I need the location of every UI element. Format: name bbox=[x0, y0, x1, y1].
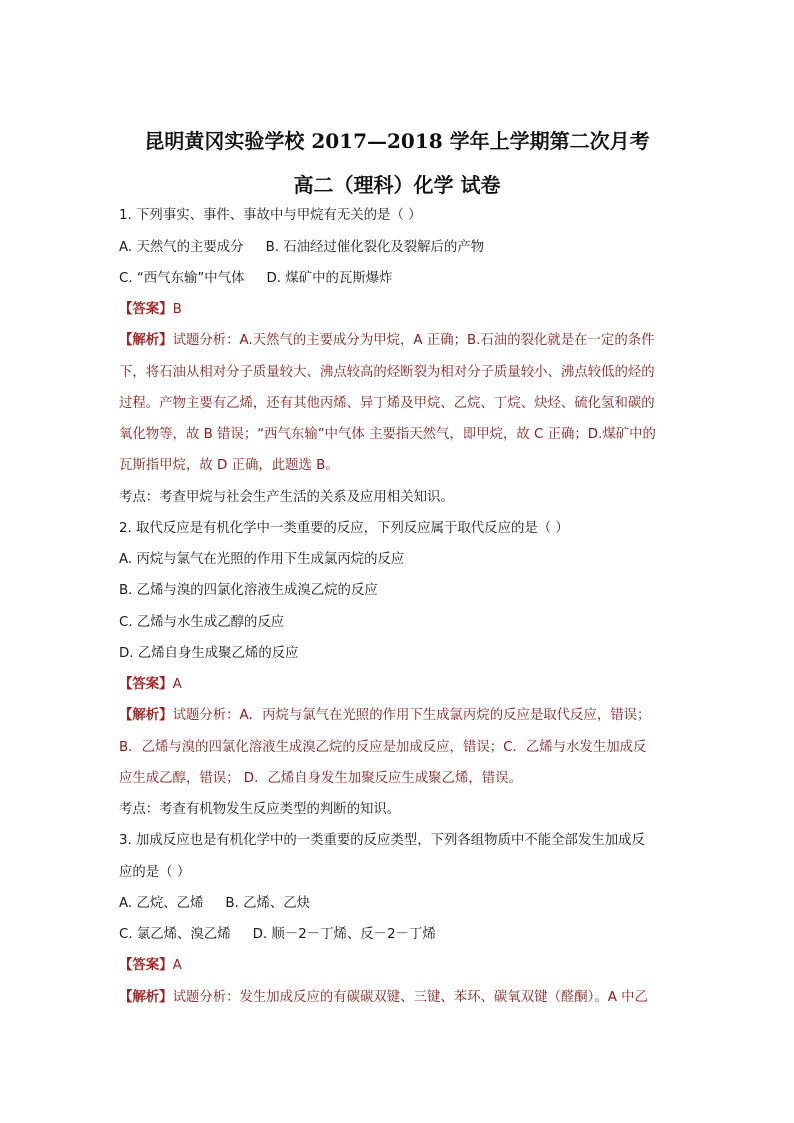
q1-analysis-line: 氧化物等，故 B 错误；“西气东输”中气体 主要指天然气，即甲烷，故 C 正确；D.煤矿中的 bbox=[119, 427, 656, 442]
q2-option-a: A. 丙烷与氯气在光照的作用下生成氯丙烷的反应 bbox=[119, 552, 405, 567]
q1-option-d: D. 煤矿中的瓦斯爆炸 bbox=[266, 271, 393, 286]
analysis-text: 试题分析：A.天然气的主要成分为甲烷，A 正确；B.石油的裂化就是在一定的条件 bbox=[172, 333, 655, 348]
q3-analysis-line bbox=[119, 989, 679, 1007]
q1-kaodian: 考点：考查甲烷与社会生产生活的关系及应用相关知识。 bbox=[119, 490, 454, 505]
answer-value: A bbox=[172, 677, 182, 692]
analysis-label: 【解析】 bbox=[119, 990, 173, 1005]
q3-options-ab bbox=[119, 895, 679, 913]
analysis-label: 【解析】 bbox=[119, 333, 173, 348]
q3-answer bbox=[119, 957, 679, 975]
q1-option-b: B. 石油经过催化裂化及裂解后的产物 bbox=[265, 240, 485, 255]
q3-option-c: C. 氯乙烯、溴乙烯 bbox=[119, 927, 231, 942]
q1-option-c: C. “西气东输”中气体 bbox=[119, 271, 245, 286]
q2-stem: 2. 取代反应是有机化学中一类重要的反应，下列反应属于取代反应的是（ ） bbox=[119, 521, 569, 536]
q1-analysis-line: 下，将石油从相对分子质量较大、沸点较高的烃断裂为相对分子质量较小、沸点较低的烃的 bbox=[119, 365, 655, 380]
answer-label: 【答案】 bbox=[119, 958, 173, 973]
q2-analysis-line: B．乙烯与溴的四氯化溶液生成溴乙烷的反应是加成反应，错误；C．乙烯与水发生加成反 bbox=[119, 740, 647, 755]
q3-options-cd bbox=[119, 926, 679, 944]
q3-stem: 3. 加成反应也是有机化学中的一类重要的反应类型，下列各组物质中不能全部发生加成反 bbox=[119, 833, 645, 848]
q1-answer bbox=[119, 301, 679, 319]
analysis-label: 【解析】 bbox=[119, 708, 173, 723]
q2-answer bbox=[119, 676, 679, 694]
answer-value: B bbox=[172, 302, 182, 317]
q2-analysis-line: 应生成乙醇，错误； D．乙烯自身发生加聚反应生成聚乙烯，错误。 bbox=[119, 771, 522, 786]
q3-stem-cont: 应的是（ ） bbox=[119, 865, 191, 880]
analysis-text: 试题分析：发生加成反应的有碳碳双键、三键、苯环、碳氧双键（醛酮）。A 中乙 bbox=[172, 990, 648, 1005]
analysis-text: 试题分析：A．丙烷与氯气在光照的作用下生成氯丙烷的反应是取代反应，错误； bbox=[172, 708, 651, 723]
q2-option-c: C. 乙烯与水生成乙醇的反应 bbox=[119, 615, 285, 630]
q3-option-d: D. 顺－2－丁烯、反－2－丁烯 bbox=[252, 927, 436, 942]
q1-analysis-line bbox=[119, 332, 679, 350]
answer-value: A bbox=[172, 958, 182, 973]
q2-option-b: B. 乙烯与溴的四氯化溶液生成溴乙烷的反应 bbox=[119, 583, 378, 598]
q1-options-cd bbox=[119, 270, 679, 288]
q3-option-b: B. 乙烯、乙炔 bbox=[225, 896, 311, 911]
q2-kaodian: 考点：考查有机物发生反应类型的判断的知识。 bbox=[119, 802, 401, 817]
q1-option-a: A. 天然气的主要成分 bbox=[119, 240, 244, 255]
q1-stem: 1. 下列事实、事件、事故中与甲烷有无关的是（ ） bbox=[119, 208, 422, 223]
q1-analysis-line: 瓦斯指甲烷，故 D 正确，此题选 B。 bbox=[119, 458, 339, 473]
exam-subtitle: 高二（理科）化学 试卷 bbox=[293, 173, 501, 197]
answer-label: 【答案】 bbox=[119, 677, 173, 692]
q2-option-d: D. 乙烯自身生成聚乙烯的反应 bbox=[119, 646, 299, 661]
answer-label: 【答案】 bbox=[119, 302, 173, 317]
q1-analysis-line: 过程。产物主要有乙烯，还有其他丙烯、异丁烯及甲烷、乙烷、丁烷、炔烃、硫化氢和碳的 bbox=[119, 396, 655, 411]
q1-options-ab bbox=[119, 239, 679, 257]
q3-option-a: A. 乙烷、乙烯 bbox=[119, 896, 204, 911]
exam-title: 昆明黄冈实验学校 2017—2018 学年上学期第二次月考 bbox=[144, 129, 650, 153]
q2-analysis-line bbox=[119, 707, 679, 725]
